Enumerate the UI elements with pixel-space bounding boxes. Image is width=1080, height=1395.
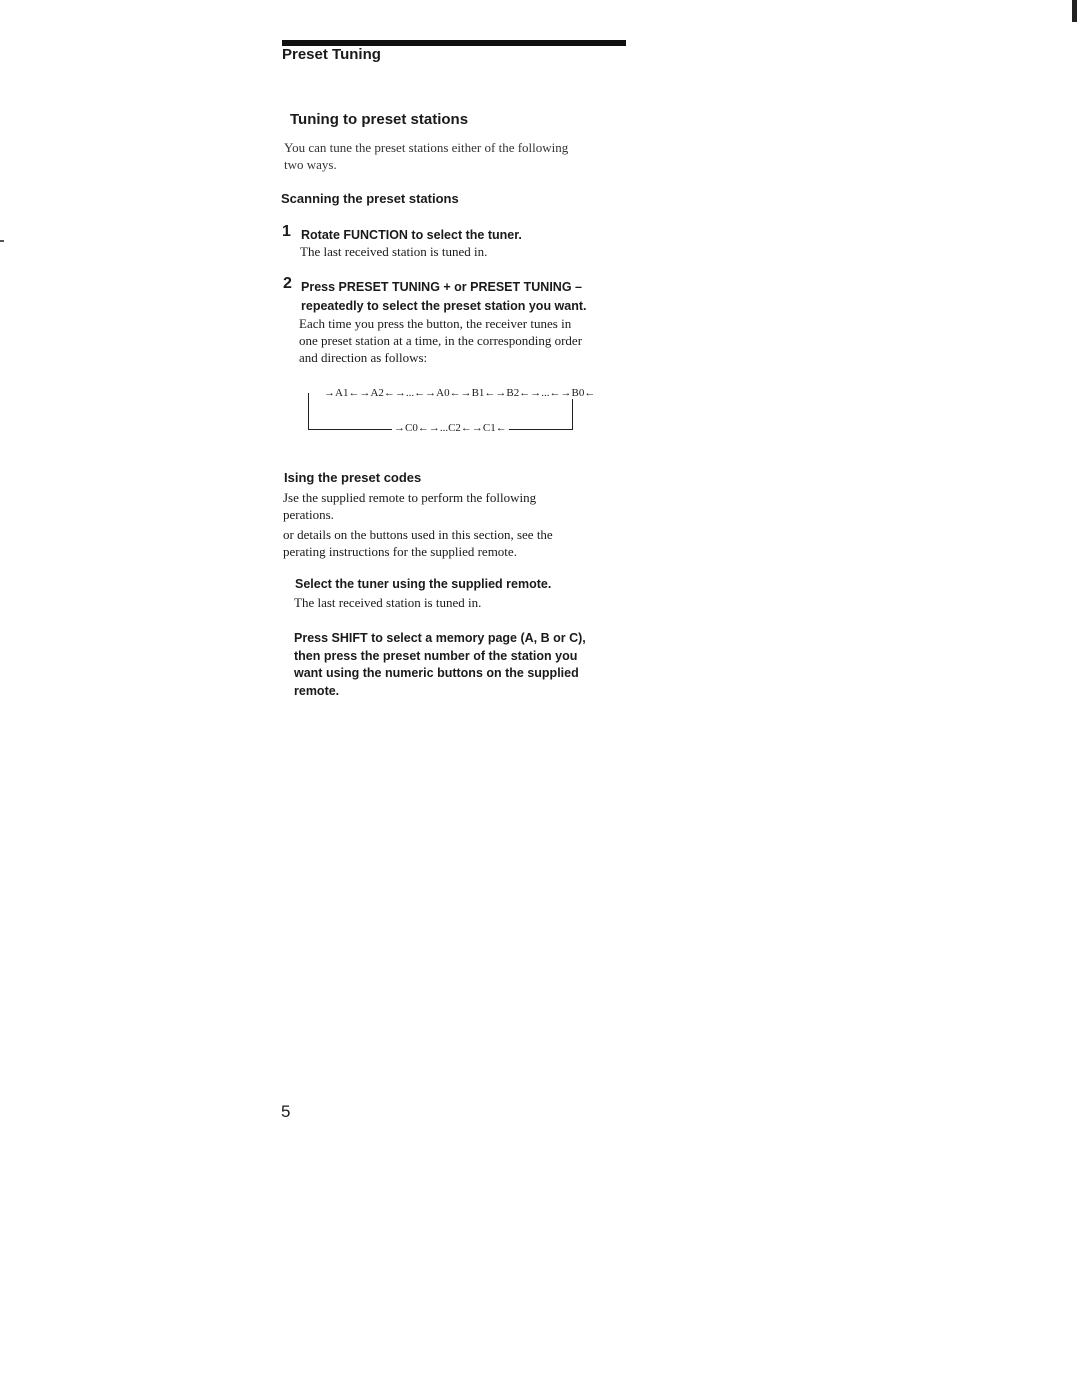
- codes-line: perations.: [283, 507, 334, 522]
- page-heading: Tuning to preset stations: [290, 111, 469, 128]
- sequence-top-row: →A1←→A2←→...←→A0←→B1←→B2←→...←→B0←: [324, 387, 596, 399]
- step-number: 1: [282, 223, 291, 240]
- step-title-line: repeatedly to select the preset station you want.: [301, 299, 587, 313]
- codes-heading: Ising the preset codes: [284, 470, 422, 485]
- codes-line: perating instructions for the supplied remote.: [283, 544, 517, 559]
- step-title: Select the tuner using the supplied remote.: [295, 577, 552, 591]
- section-title: Preset Tuning: [282, 46, 381, 63]
- codes-line: Jse the supplied remote to perform the following: [283, 490, 537, 505]
- codes-line: or details on the buttons used in this section, see the: [283, 527, 553, 542]
- page-number: 5: [281, 1102, 291, 1121]
- step-body-line: Each time you press the button, the receiver tunes in: [299, 316, 572, 331]
- step-body: The last received station is tuned in.: [294, 595, 482, 610]
- step-body: The last received station is tuned in.: [300, 244, 488, 259]
- intro-text: [284, 139, 568, 173]
- step-title: Press SHIFT to select a memory page (A, B or C), then press the preset number of the station you want using the numeric buttons on the supplied remote.: [294, 631, 586, 698]
- margin-tick: [0, 240, 4, 242]
- step-title: [301, 278, 587, 316]
- intro-line: You can tune the preset stations either of the following: [284, 140, 569, 155]
- step-body-line: and direction as follows:: [299, 350, 428, 365]
- intro-line: two ways.: [284, 157, 337, 172]
- step-title-line: Press PRESET TUNING + or PRESET TUNING –: [301, 280, 582, 294]
- step-body: [299, 315, 582, 366]
- step-title: Rotate FUNCTION to select the tuner.: [301, 228, 522, 242]
- sequence-bottom-row: →C0←→...C2←→C1←: [394, 422, 507, 434]
- step-body-line: one preset station at a time, in the corresponding order: [299, 333, 583, 348]
- edge-scan-mark: [1072, 0, 1077, 22]
- codes-body: [283, 526, 553, 560]
- step-number: 2: [283, 275, 292, 292]
- scanning-heading: Scanning the preset stations: [281, 191, 459, 206]
- codes-body: [283, 489, 536, 523]
